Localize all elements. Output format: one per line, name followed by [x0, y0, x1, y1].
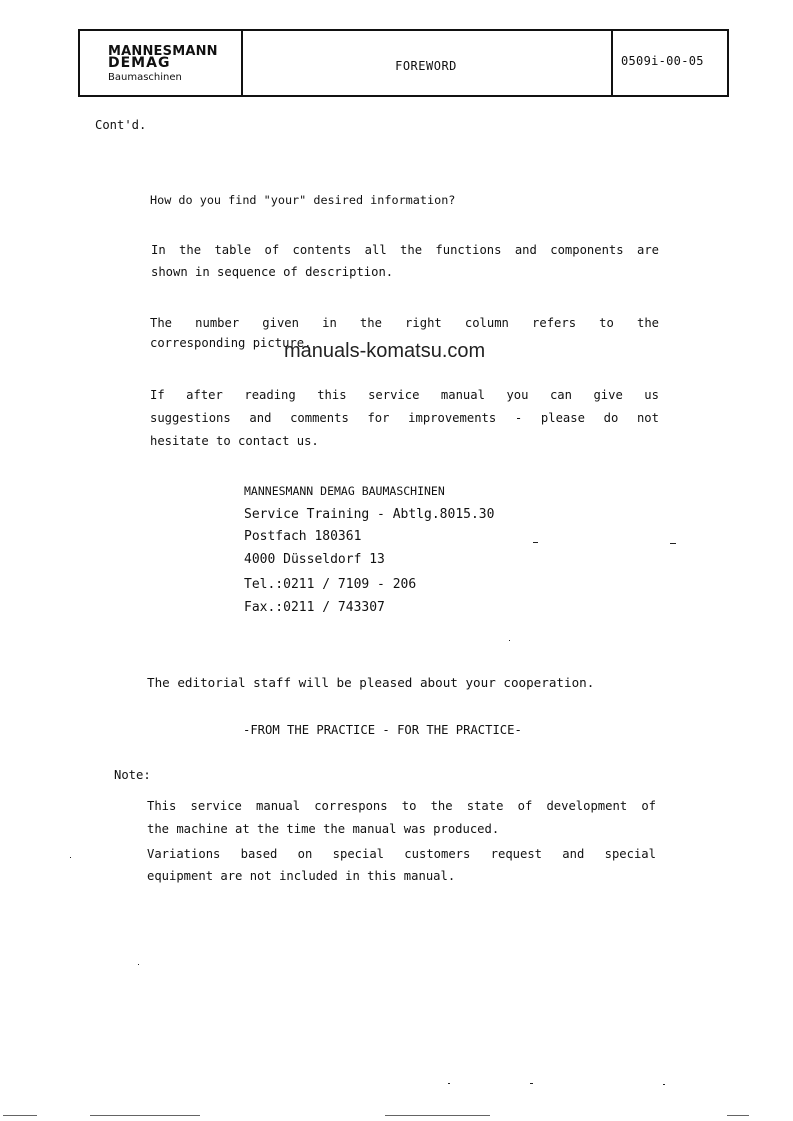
- note-line1: This service manual correspons to the state of development of: [147, 799, 656, 813]
- watermark: manuals-komatsu.com: [284, 340, 486, 362]
- continued-label: Cont'd.: [95, 118, 147, 132]
- para2-line1: The number given in the right column refers to the: [150, 316, 659, 330]
- para1-line1: In the table of contents all the functions and components are: [151, 243, 659, 257]
- scan-artifact: [530, 1083, 533, 1084]
- document-header: [78, 29, 729, 97]
- para1-line2: shown in sequence of description.: [151, 265, 394, 279]
- address-line-city: 4000 Düsseldorf 13: [244, 552, 385, 567]
- scan-artifact: [448, 1083, 450, 1084]
- address-line-company: MANNESMANN DEMAG BAUMASCHINEN: [244, 484, 445, 498]
- scan-artifact: [3, 1115, 37, 1116]
- note-line2: the machine at the time the manual was produced.: [147, 822, 500, 836]
- editorial-note: The editorial staff will be pleased about your cooperation.: [147, 675, 595, 690]
- address-line-phone: Tel.:0211 / 7109 - 206: [244, 577, 417, 592]
- scan-artifact: [670, 543, 676, 544]
- para3-line2: suggestions and comments for improvements - please do not: [150, 411, 659, 425]
- motto: -FROM THE PRACTICE - FOR THE PRACTICE-: [243, 723, 522, 737]
- scan-artifact: [727, 1115, 749, 1116]
- scan-artifact: [70, 857, 71, 858]
- address-line-fax: Fax.:0211 / 743307: [244, 600, 385, 615]
- page-title: FOREWORD: [395, 59, 457, 73]
- scan-artifact: [90, 1115, 200, 1116]
- document-code: 0509i-00-05: [621, 54, 704, 68]
- para2-line2: corresponding picture.: [150, 336, 312, 350]
- scan-artifact: [533, 542, 538, 543]
- logo-mannesmann: MANNESMANN: [108, 44, 218, 59]
- section-question: How do you find "your" desired information?: [150, 193, 456, 207]
- address-line-postbox: Postfach 180361: [244, 529, 362, 544]
- logo-baumaschinen: Baumaschinen: [108, 72, 182, 83]
- address-line-department: Service Training - Abtlg.8015.30: [244, 507, 495, 522]
- para3-line3: hesitate to contact us.: [150, 434, 319, 448]
- note-line3: Variations based on special customers request and special: [147, 847, 656, 861]
- header-title-cell: [241, 31, 613, 95]
- company-logo: [80, 31, 243, 95]
- logo-demag: DEMAG: [108, 55, 171, 71]
- scan-artifact: [509, 640, 510, 641]
- note-label: Note:: [114, 768, 151, 782]
- note-line4: equipment are not included in this manual.: [147, 869, 456, 883]
- scan-artifact: [385, 1115, 490, 1116]
- para3-line1: If after reading this service manual you can give us: [150, 388, 659, 402]
- scan-artifact: [663, 1084, 665, 1085]
- header-code-cell: [611, 31, 727, 95]
- scan-artifact: [138, 964, 139, 965]
